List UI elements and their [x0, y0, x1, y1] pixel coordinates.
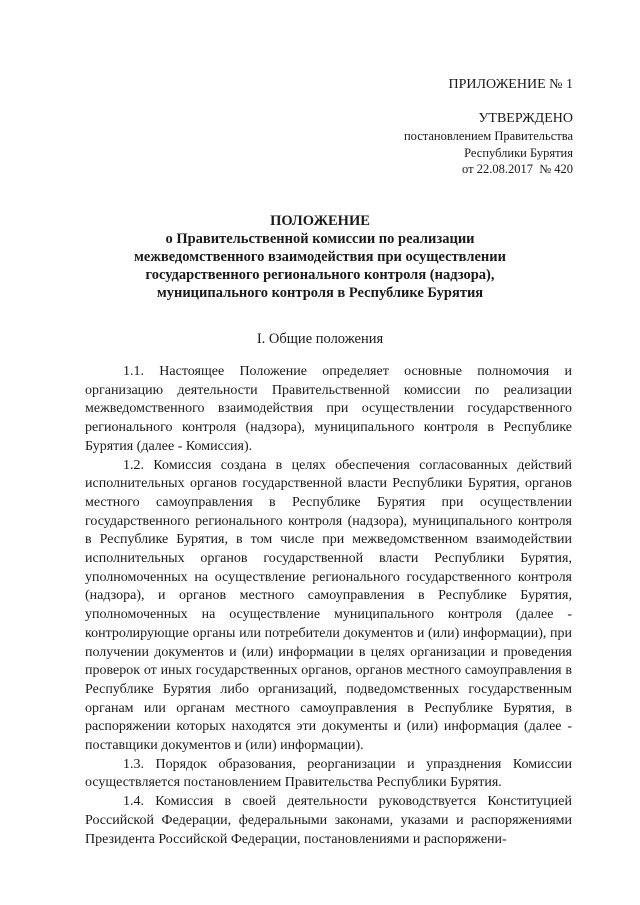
- approved-by-line-2: Республики Бурятия: [464, 145, 573, 160]
- approved-label: УТВЕРЖДЕНО: [478, 111, 573, 126]
- document-title: [0, 212, 640, 302]
- title-line-1: ПОЛОЖЕНИЕ: [270, 213, 370, 229]
- appendix-label: ПРИЛОЖЕНИЕ № 1: [448, 77, 573, 92]
- paragraph-1-3: 1.3. Порядок образования, реорганизации и упразднения Комиссии осуществляется постановлением Правительства Республики Бурятия.: [85, 756, 572, 791]
- body-text: [85, 363, 572, 849]
- title-line-2: о Правительственной комиссии по реализации: [165, 231, 475, 247]
- paragraph-1-4: 1.4. Комиссия в своей деятельности руководствуется Конституцией Российской Федерации, федеральными законами, указами и распоряжениями Президента Российской Федерации, постановлениями и распоряжени-: [85, 794, 572, 847]
- approval-block: [404, 110, 573, 178]
- paragraph-1-2: 1.2. Комиссия создана в целях обеспечения согласованных действий исполнительных органов государственной власти Республики Бурятия, органов местного самоуправления в Республике Бурятия при осуществлении государственного регионального контроля (надзора), муниципального контроля в Республике Бурятия, в том числе при межведомственном взаимодействии исполнительных органов государственной власти Республики Бурятия, уполномоченных на осуществление регионального государственного контроля (надзора), и органов местного самоуправления в Республике Бурятия, уполномоченных на осуществление муниципального контроля (далее - контролирующие органы или потребители документов и (или) информации), при получении документов и (или) информации в целях организации и проведения проверок от иных государственных органов, органов местного самоуправления в Республике Бурятия либо организаций, подведомственных государственным органам или органам местного самоуправления в Республике Бурятия, в распоряжении которых находятся эти документы и (или) информация (далее - поставщики документов и (или) информации).: [85, 457, 572, 754]
- title-line-5: муниципального контроля в Республике Бурятия: [156, 285, 484, 301]
- title-line-3: межведомственного взаимодействия при осуществлении: [134, 249, 506, 265]
- approved-by-line-1: постановлением Правительства: [403, 129, 573, 143]
- paragraph-1-1: 1.1. Настоящее Положение определяет основные полномочия и организацию деятельности Правительственной комиссии по реализации межведомственного взаимодействия при осуществлении государственного регионального контроля (надзора), муниципального контроля в Республике Бурятия (далее - Комиссия).: [85, 364, 572, 454]
- section-heading: I. Общие положения: [256, 331, 384, 347]
- approved-date: от 22.08.2017 № 420: [462, 162, 573, 176]
- title-line-4: государственного регионального контроля (надзора),: [145, 267, 495, 283]
